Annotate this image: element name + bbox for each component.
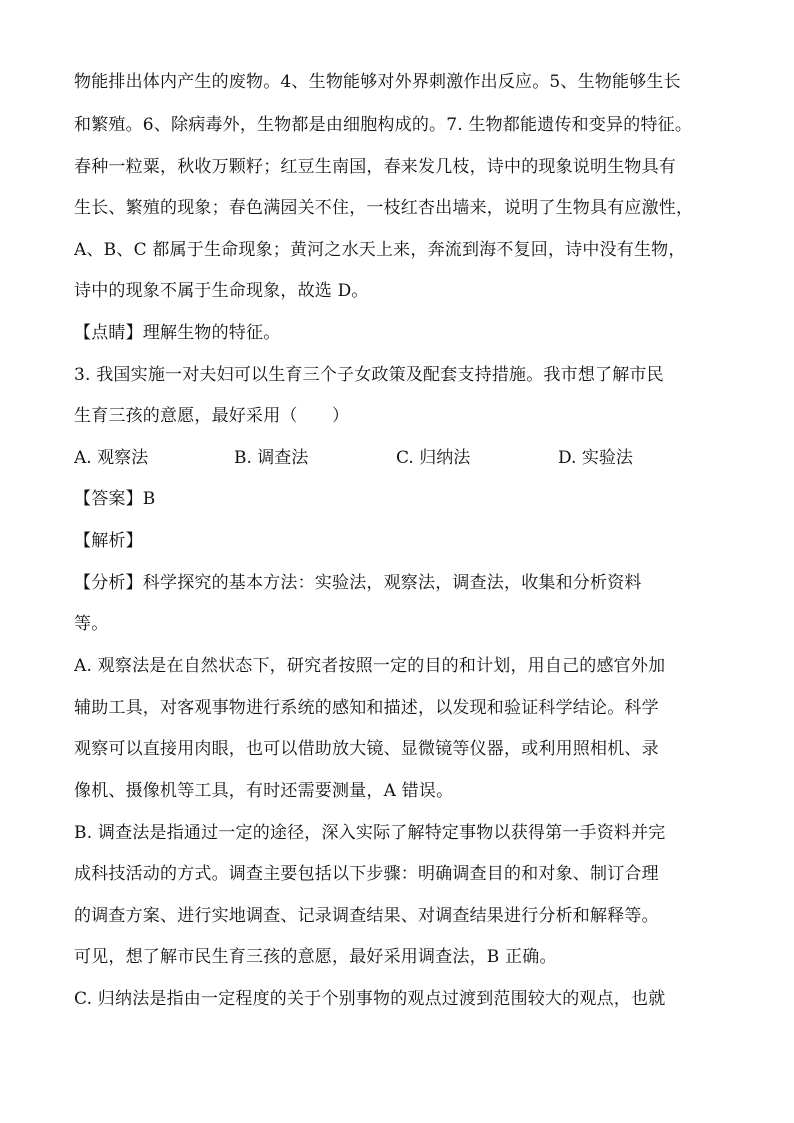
option-b-explanation: 的调查方案、进行实地调查、记录调查结果、对调查结果进行分析和解释等。 [74,906,659,926]
dianjing-note: 【点睛】理解生物的特征。 [74,323,281,343]
option-b-explanation: 成科技活动的方式。调查主要包括以下步骤：明确调查目的和对象、制订合理 [74,864,659,884]
text-line: A、B、C 都属于生命现象；黄河之水天上来，奔流到海不复回，诗中没有生物， [74,240,686,260]
option-c-explanation: C. 归纳法是指由一定程度的关于个别事物的观点过渡到范围较大的观点，也就 [74,989,666,1009]
option-a-explanation: 辅助工具，对客观事物进行系统的感知和描述，以发现和验证科学结论。科学 [74,698,659,718]
question-stem: 生育三孩的意愿，最好采用（ ） [74,406,350,426]
text-line: 诗中的现象不属于生命现象，故选 D。 [74,281,369,301]
text-line: 春种一粒粟，秋收万颗籽；红豆生南国，春来发几枝，诗中的现象说明生物具有 [74,157,676,177]
option-a-explanation: 像机、摄像机等工具，有时还需要测量，A 错误。 [74,781,454,801]
option-a-explanation: A. 观察法是在自然状态下，研究者按照一定的目的和计划，用自己的感官外加 [74,656,666,676]
answer-label: 【答案】B [74,489,156,509]
question-stem: 3. 我国实施一对夫妇可以生育三个子女政策及配套支持措施。我市想了解市民 [74,365,664,385]
option-b-explanation: 可见，想了解市民生育三孩的意愿，最好采用调查法，B 正确。 [74,947,557,967]
analysis-text: 【分析】科学探究的基本方法：实验法，观察法，调查法，收集和分析资料 [74,573,642,593]
analysis-text: 等。 [74,614,109,634]
option-a-explanation: 观察可以直接用肉眼，也可以借助放大镜、显微镜等仪器，或利用照相机、录 [74,739,659,759]
jiexi-label: 【解析】 [74,531,143,551]
option-b: B. 调查法 [234,448,309,468]
option-d: D. 实验法 [558,448,633,468]
option-b-explanation: B. 调查法是指通过一定的途径，深入实际了解特定事物以获得第一手资料并完 [74,823,666,843]
text-line: 物能排出体内产生的废物。4、生物能够对外界刺激作出反应。5、生物能够生长 [74,72,681,92]
option-a: A. 观察法 [74,448,149,468]
text-line: 和繁殖。6、除病毒外，生物都是由细胞构成的。7. 生物都能遗传和变异的特征。 [74,115,693,135]
option-c: C. 归纳法 [396,448,471,468]
text-line: 生长、繁殖的现象；春色满园关不住，一枝红杏出墙来，说明了生物具有应激性， [74,198,694,218]
